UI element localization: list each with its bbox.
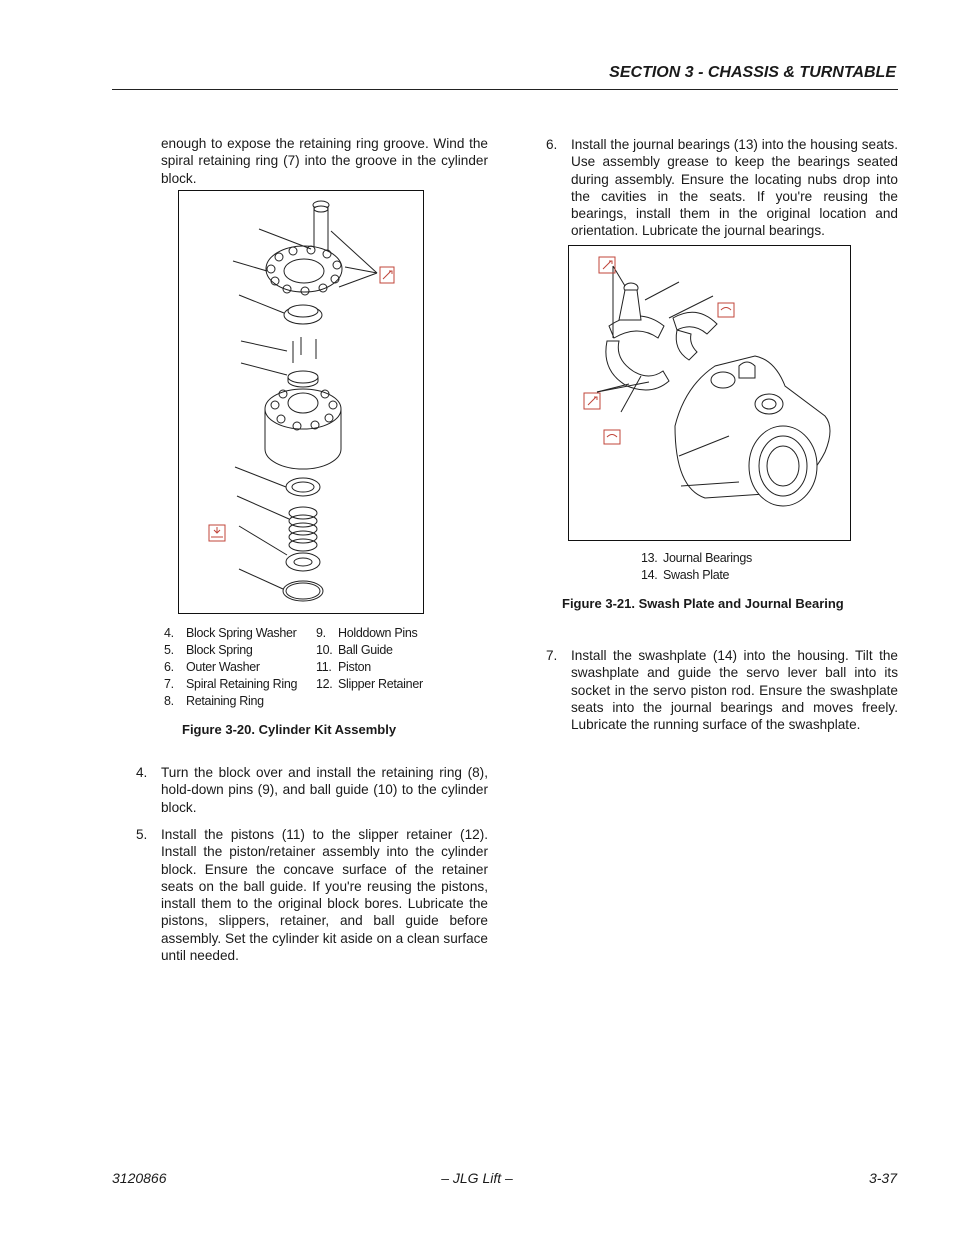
figure-3-21-illustration [568,245,851,541]
intro-paragraph: enough to expose the retaining ring groove. Wind the spiral retaining ring (7) into the groove in the cylinder block. [161,136,488,186]
legend-item: 10. Ball Guide [316,643,393,657]
step-7-number: 7. [546,648,558,663]
page-number: 3-37 [868,1170,897,1186]
figure-3-21-legend [641,550,752,584]
step-4-text: Turn the block over and install the retaining ring (8), hold-down pins (9), and ball guide (10) to the cylinder block. [161,765,488,815]
figure-3-20-illustration [178,190,424,614]
footer-center: – JLG Lift – [441,1170,513,1186]
grease-gun-icon [380,267,394,283]
press-icon [209,525,225,541]
legend-item: 5. Block Spring [164,643,253,657]
grease-gun-icon [584,393,600,409]
figure-3-21-caption: Figure 3-21. Swash Plate and Journal Bearing [562,596,844,611]
figure-3-20-legend-col2 [316,625,423,693]
legend-item: 13. Journal Bearings [641,551,753,565]
bearing-icon [604,430,620,444]
figure-3-20-legend-col1 [164,625,297,710]
figure-3-20-caption: Figure 3-20. Cylinder Kit Assembly [182,722,397,737]
step-5-number: 5. [136,827,148,842]
step-6-number: 6. [546,137,558,152]
legend-item: 6. Outer Washer [164,660,260,674]
header-divider [112,89,898,90]
step-4-number: 4. [136,765,148,780]
section-title: SECTION 3 - CHASSIS & TURNTABLE [609,64,896,81]
legend-item: 12. Slipper Retainer [316,677,423,691]
legend-item: 8. Retaining Ring [164,694,264,708]
document-number: 3120866 [112,1170,167,1186]
legend-item: 9. Holddown Pins [316,626,418,640]
step-7-text: Install the swashplate (14) into the housing. Tilt the swashplate and guide the servo lever ball into its socket in the servo piston rod. Ensure the swashplate seats into the journal bearings and moves freely. Lubricate the running surface of the swashplate. [571,648,898,733]
legend-item: 4. Block Spring Washer [164,626,297,640]
step-5-text: Install the pistons (11) to the slipper retainer (12). Install the piston/retainer assembly into the cylinder block. Ensure the concave surface of the retainer seats on the ball guide. If you're reusing the pistons, install them to the original block bores. Lubricate the pistons, slippers, retainer, and ball guide before assembly. Set the cylinder kit aside on a clean surface until needed. [161,827,488,964]
legend-item: 14. Swash Plate [641,568,730,582]
step-6-text: Install the journal bearings (13) into the housing seats. Use assembly grease to keep the bearings seated during assembly. Ensure the locating nubs drop into the cavities in the seats. If you're reusing the bearings, install them in the original location and orientation. Lubricate the journal bearings. [571,137,898,239]
legend-item: 11. Piston [316,660,371,674]
legend-item: 7. Spiral Retaining Ring [164,677,298,691]
bearing-icon [718,303,734,317]
